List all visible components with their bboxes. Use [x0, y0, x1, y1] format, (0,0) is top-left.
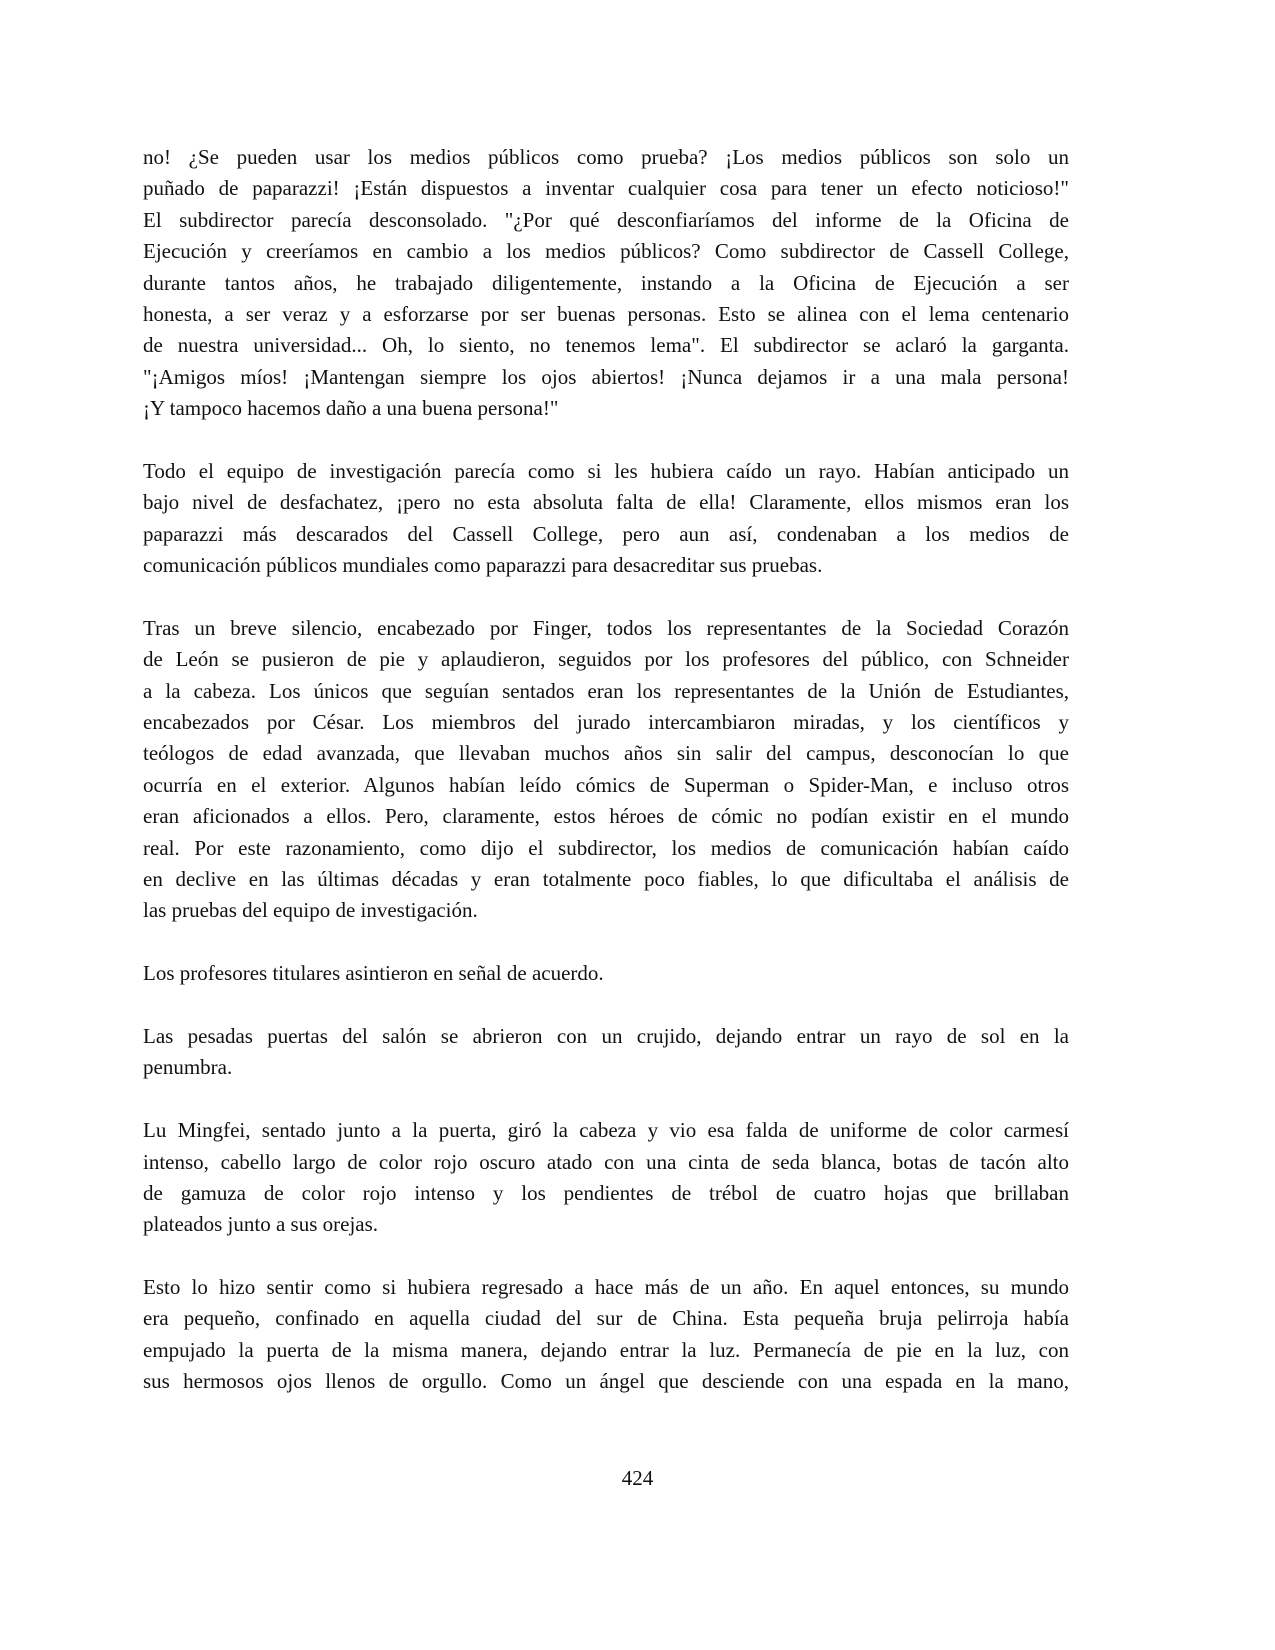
paragraph: [143, 958, 1069, 989]
text-line: era pequeño, confinado en aquella ciudad del sur de China. Esta pequeña bruja pelirroja había: [143, 1306, 1069, 1331]
text-line: Lu Mingfei, sentado junto a la puerta, giró la cabeza y vio esa falda de uniforme de color carmesí: [143, 1118, 1069, 1143]
text-line: Ejecución y creeríamos en cambio a los medios públicos? Como subdirector de Cassell College,: [143, 239, 1069, 264]
text-line: eran aficionados a ellos. Pero, claramente, estos héroes de cómic no podían existir en el mundo: [143, 804, 1069, 829]
text-line: plateados junto a sus orejas.: [143, 1212, 379, 1237]
text-line: sus hermosos ojos llenos de orgullo. Como un ángel que desciende con una espada en la mano,: [143, 1369, 1069, 1394]
text-line: teólogos de edad avanzada, que llevaban muchos años sin salir del campus, desconocían lo que: [143, 741, 1069, 766]
text-line: ocurría en el exterior. Algunos habían leído cómics de Superman o Spider-Man, e incluso otros: [143, 772, 1069, 797]
text-line: real. Por este razonamiento, como dijo el subdirector, los medios de comunicación habían caído: [143, 835, 1069, 860]
text-line: ¡Y tampoco hacemos daño a una buena persona!": [143, 396, 559, 421]
paragraph: [143, 1021, 1069, 1084]
paragraph: [143, 456, 1069, 582]
text-line: Todo el equipo de investigación parecía como si les hubiera caído un rayo. Habían anticipado un: [143, 458, 1069, 483]
text-line: no! ¿Se pueden usar los medios públicos como prueba? ¡Los medios públicos son solo un: [143, 145, 1069, 169]
text-line: de nuestra universidad... Oh, lo siento, no tenemos lema". El subdirector se aclaró la garganta.: [143, 333, 1069, 358]
text-line: penumbra.: [143, 1055, 233, 1080]
text-line: de gamuza de color rojo intenso y los pendientes de trébol de cuatro hojas que brillaban: [143, 1180, 1069, 1205]
text-line: encabezados por César. Los miembros del jurado intercambiaron miradas, y los científicos y: [143, 710, 1069, 735]
text-line: bajo nivel de desfachatez, ¡pero no esta absoluta falta de ella! Claramente, ellos mismos eran los: [143, 490, 1069, 515]
text-line: Esto lo hizo sentir como si hubiera regresado a hace más de un año. En aquel entonces, su mundo: [143, 1275, 1069, 1300]
text-line: Los profesores titulares asintieron en señal de acuerdo.: [143, 961, 604, 986]
text-line: Tras un breve silencio, encabezado por Finger, todos los representantes de la Sociedad Corazón: [143, 615, 1069, 640]
page-body: [143, 142, 1069, 1429]
text-line: comunicación públicos mundiales como paparazzi para desacreditar sus pruebas.: [143, 553, 823, 578]
text-line: honesta, a ser veraz y a esforzarse por ser buenas personas. Esto se alinea con el lema centenario: [143, 301, 1069, 326]
text-line: Las pesadas puertas del salón se abrieron con un crujido, dejando entrar un rayo de sol en la: [143, 1023, 1069, 1048]
text-line: puñado de paparazzi! ¡Están dispuestos a inventar cualquier cosa para tener un efecto noticioso!": [143, 176, 1069, 201]
text-line: El subdirector parecía desconsolado. "¿Por qué desconfiaríamos del informe de la Oficina de: [143, 207, 1069, 232]
text-line: a la cabeza. Los únicos que seguían sentados eran los representantes de la Unión de Estudiantes,: [143, 678, 1069, 703]
text-line: intenso, cabello largo de color rojo oscuro atado con una cinta de seda blanca, botas de tacón alto: [143, 1149, 1069, 1174]
paragraph: [143, 142, 1069, 425]
text-line: de León se pusieron de pie y aplaudieron, seguidos por los profesores del público, con Schneider: [143, 647, 1069, 672]
text-line: empujado la puerta de la misma manera, dejando entrar la luz. Permanecía de pie en la luz, con: [143, 1337, 1069, 1362]
text-line: en declive en las últimas décadas y eran totalmente poco fiables, lo que dificultaba el análisis de: [143, 866, 1069, 891]
page-number: 424: [621, 1466, 654, 1490]
text-line: las pruebas del equipo de investigación.: [143, 898, 478, 923]
paragraph: [143, 1272, 1069, 1398]
paragraph: [143, 1115, 1069, 1241]
text-line: "¡Amigos míos! ¡Mantengan siempre los ojos abiertos! ¡Nunca dejamos ir a una mala persona!: [143, 364, 1069, 389]
text-line: paparazzi más descarados del Cassell College, pero aun así, condenaban a los medios de: [143, 521, 1069, 546]
paragraph: [143, 613, 1069, 927]
text-line: durante tantos años, he trabajado diligentemente, instando a la Oficina de Ejecución a ser: [143, 270, 1069, 295]
